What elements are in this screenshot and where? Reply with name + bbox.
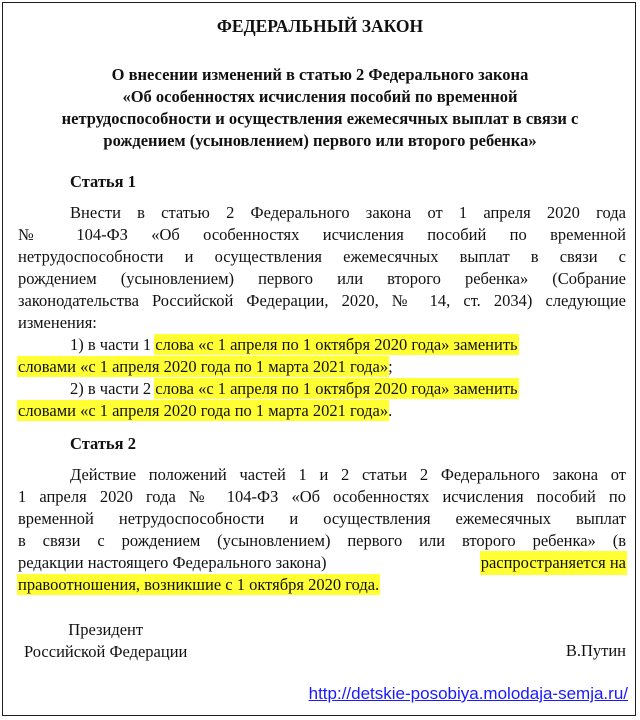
- highlight: слова «с 1 апреля по 1 октября 2020 года» заменить: [155, 335, 518, 354]
- article2-body: [18, 464, 626, 596]
- highlight: правоотношения, возникшие с 1 октября 2020 года.: [18, 575, 380, 594]
- article1-item1-line2: словами «с 1 апреля 2020 года по 1 марта 2021 года»;: [18, 357, 393, 376]
- signature-name: В.Путин: [565, 641, 626, 660]
- article2-line: временной нетрудоспособности и осуществления ежемесячных выплат: [18, 509, 626, 528]
- article1-line: законодательства Российской Федерации, 2020, № 14, ст. 2034) следующие: [18, 291, 626, 310]
- article1-body: [18, 202, 626, 422]
- article1-line: изменения:: [18, 313, 97, 332]
- highlight: слова «с 1 апреля по 1 октября 2020 года» заменить: [155, 379, 518, 398]
- article1-line: Внести в статью 2 Федерального закона от 1 апреля 2020 года: [70, 203, 626, 222]
- article1-line: нетрудоспособности и осуществления ежемесячных выплат в связи с: [18, 247, 626, 266]
- article1-item2-line1: 2) в части 2 слова «с 1 апреля по 1 октября 2020 года» заменить: [70, 379, 518, 398]
- article1-line: № 104-ФЗ «Об особенностях исчисления пособий по временной: [18, 225, 626, 244]
- source-link[interactable]: http://detskie-posobiya.molodaja-semja.ru/: [308, 684, 628, 703]
- article2-line: в связи с рождением (усыновлением) первого или второго ребенка» (в: [18, 531, 626, 550]
- article1-item2-line2: словами «с 1 апреля 2020 года по 1 марта 2021 года».: [18, 401, 393, 420]
- article2-line: Действие положений частей 1 и 2 статьи 2 Федерального закона от: [70, 465, 626, 484]
- subtitle-line: рождением (усыновлением) первого или второго ребенка»: [103, 131, 537, 150]
- highlight: словами «с 1 апреля 2020 года по 1 марта 2021 года»: [18, 401, 389, 420]
- highlight: словами «с 1 апреля 2020 года по 1 марта 2021 года»: [18, 357, 389, 376]
- document-subtitle: [0, 64, 640, 152]
- subtitle-line: О внесении изменений в статью 2 Федерального закона: [111, 65, 529, 84]
- article2-line: редакции настоящего Федерального закона) распространяется на: [18, 553, 626, 572]
- article2-line: 1 апреля 2020 года № 104-ФЗ «Об особенностях исчисления пособий по: [18, 487, 626, 506]
- signature-position-line2: Российской Федерации: [24, 642, 188, 661]
- article2-heading: Статья 2: [70, 434, 136, 453]
- subtitle-line: нетрудоспособности и осуществления ежемесячных выплат в связи с: [61, 109, 579, 128]
- highlight: распространяется на: [480, 553, 626, 572]
- article1-item1-line1: 1) в части 1 слова «с 1 апреля по 1 октября 2020 года» заменить: [70, 335, 518, 354]
- signature-position: [24, 619, 187, 663]
- document-title: ФЕДЕРАЛЬНЫЙ ЗАКОН: [216, 16, 424, 36]
- subtitle-line: «Об особенностях исчисления пособий по временной: [122, 87, 518, 106]
- article1-heading: Статья 1: [70, 172, 136, 191]
- article2-line: [18, 574, 626, 596]
- signature-position-line1: Президент: [68, 620, 144, 639]
- article1-line: рождением (усыновлением) первого или второго ребенка» (Собрание: [18, 269, 626, 288]
